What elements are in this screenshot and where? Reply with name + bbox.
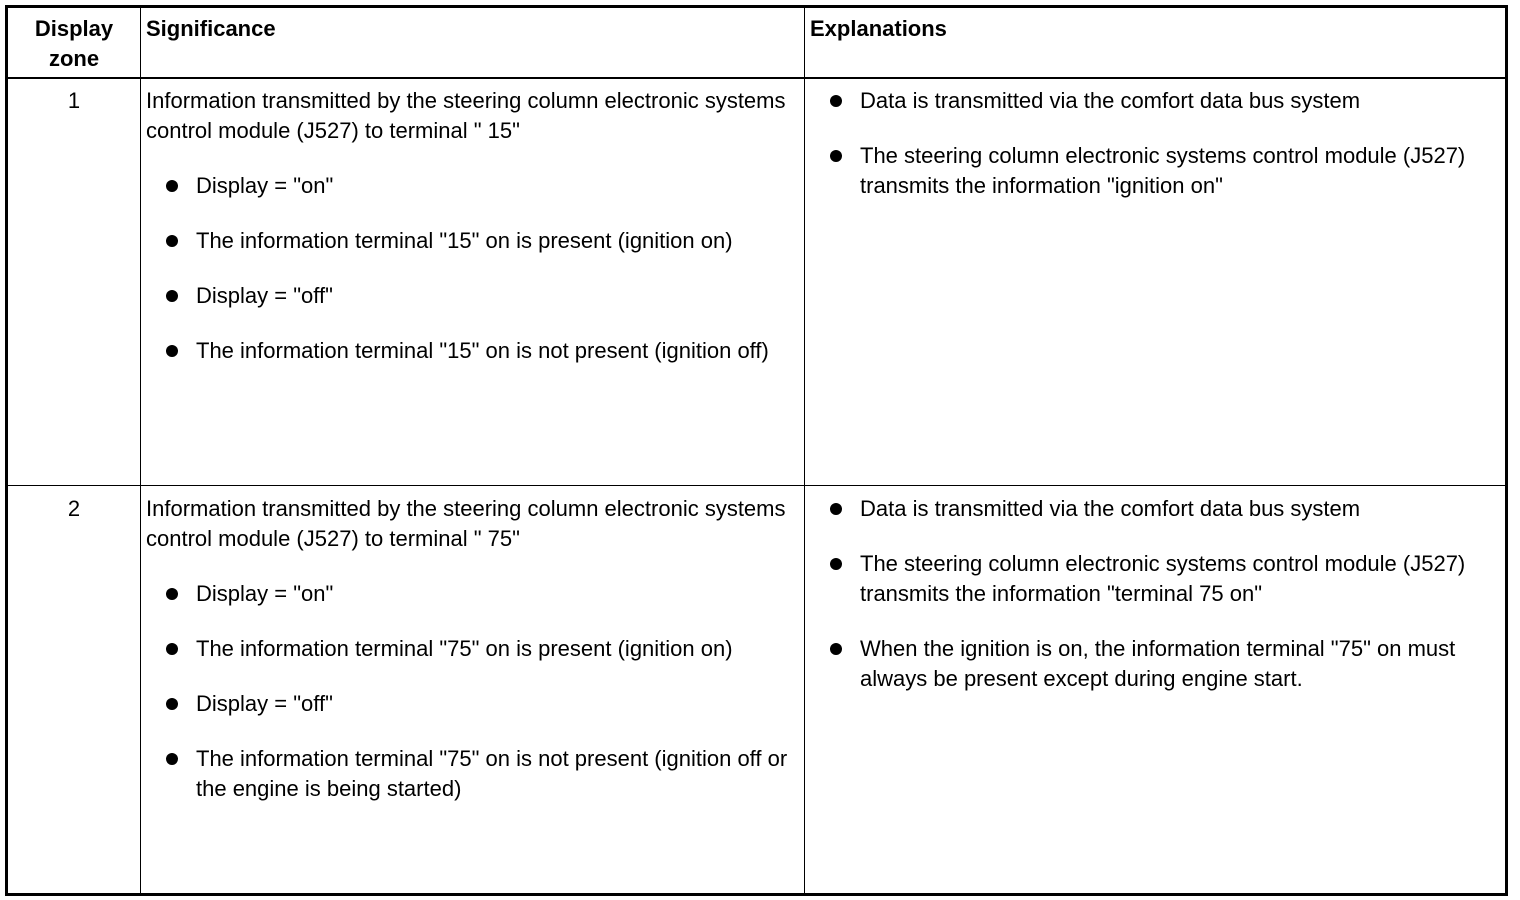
list-item: Data is transmitted via the comfort data bus system bbox=[860, 86, 1490, 116]
explanations-bullet-list bbox=[810, 86, 1490, 201]
row-2-significance bbox=[146, 494, 796, 804]
list-item: The information terminal "75" on is not present (ignition off or the engine is being started) bbox=[196, 744, 796, 804]
header-display-zone: Display zone bbox=[34, 16, 114, 71]
significance-bullet-list bbox=[146, 579, 796, 804]
bullet-icon bbox=[166, 180, 178, 192]
bullet-icon bbox=[166, 643, 178, 655]
bullet-icon bbox=[830, 643, 842, 655]
list-item: When the ignition is on, the information terminal "75" on must always be present except during engine start. bbox=[860, 634, 1490, 694]
header-significance: Significance bbox=[146, 16, 276, 41]
bullet-icon bbox=[830, 95, 842, 107]
list-item: The information terminal "15" on is present (ignition on) bbox=[196, 226, 796, 256]
row-1-explanations bbox=[810, 86, 1490, 201]
bullet-icon bbox=[166, 290, 178, 302]
bullet-icon bbox=[830, 150, 842, 162]
row-2-zone: 2 bbox=[67, 496, 81, 521]
list-item: Data is transmitted via the comfort data bus system bbox=[860, 494, 1490, 524]
list-item: The steering column electronic systems control module (J527) transmits the information "ignition on" bbox=[860, 141, 1490, 201]
bullet-icon bbox=[166, 345, 178, 357]
bullet-icon bbox=[166, 588, 178, 600]
header-divider bbox=[8, 77, 1505, 79]
bullet-icon bbox=[166, 698, 178, 710]
significance-bullet-list bbox=[146, 171, 796, 366]
column-divider bbox=[140, 8, 141, 893]
bullet-icon bbox=[166, 235, 178, 247]
row-divider bbox=[8, 485, 1505, 486]
list-item: The information terminal "15" on is not present (ignition off) bbox=[196, 336, 796, 366]
row-1-significance bbox=[146, 86, 796, 366]
list-item: Display = "on" bbox=[196, 579, 796, 609]
info-table bbox=[5, 5, 1508, 896]
explanations-bullet-list bbox=[810, 494, 1490, 694]
row-2-explanations bbox=[810, 494, 1490, 694]
bullet-icon bbox=[830, 503, 842, 515]
list-item: The steering column electronic systems control module (J527) transmits the information "terminal 75 on" bbox=[860, 549, 1490, 609]
row-1-zone: 1 bbox=[67, 88, 81, 113]
list-item: Display = "off" bbox=[196, 689, 796, 719]
bullet-icon bbox=[166, 753, 178, 765]
significance-intro: Information transmitted by the steering column electronic systems control module (J527) to terminal " 75" bbox=[146, 496, 786, 551]
header-explanations: Explanations bbox=[810, 16, 947, 41]
significance-intro: Information transmitted by the steering column electronic systems control module (J527) to terminal " 15" bbox=[146, 88, 786, 143]
list-item: Display = "off" bbox=[196, 281, 796, 311]
list-item: Display = "on" bbox=[196, 171, 796, 201]
list-item: The information terminal "75" on is present (ignition on) bbox=[196, 634, 796, 664]
column-divider bbox=[804, 8, 805, 893]
bullet-icon bbox=[830, 558, 842, 570]
